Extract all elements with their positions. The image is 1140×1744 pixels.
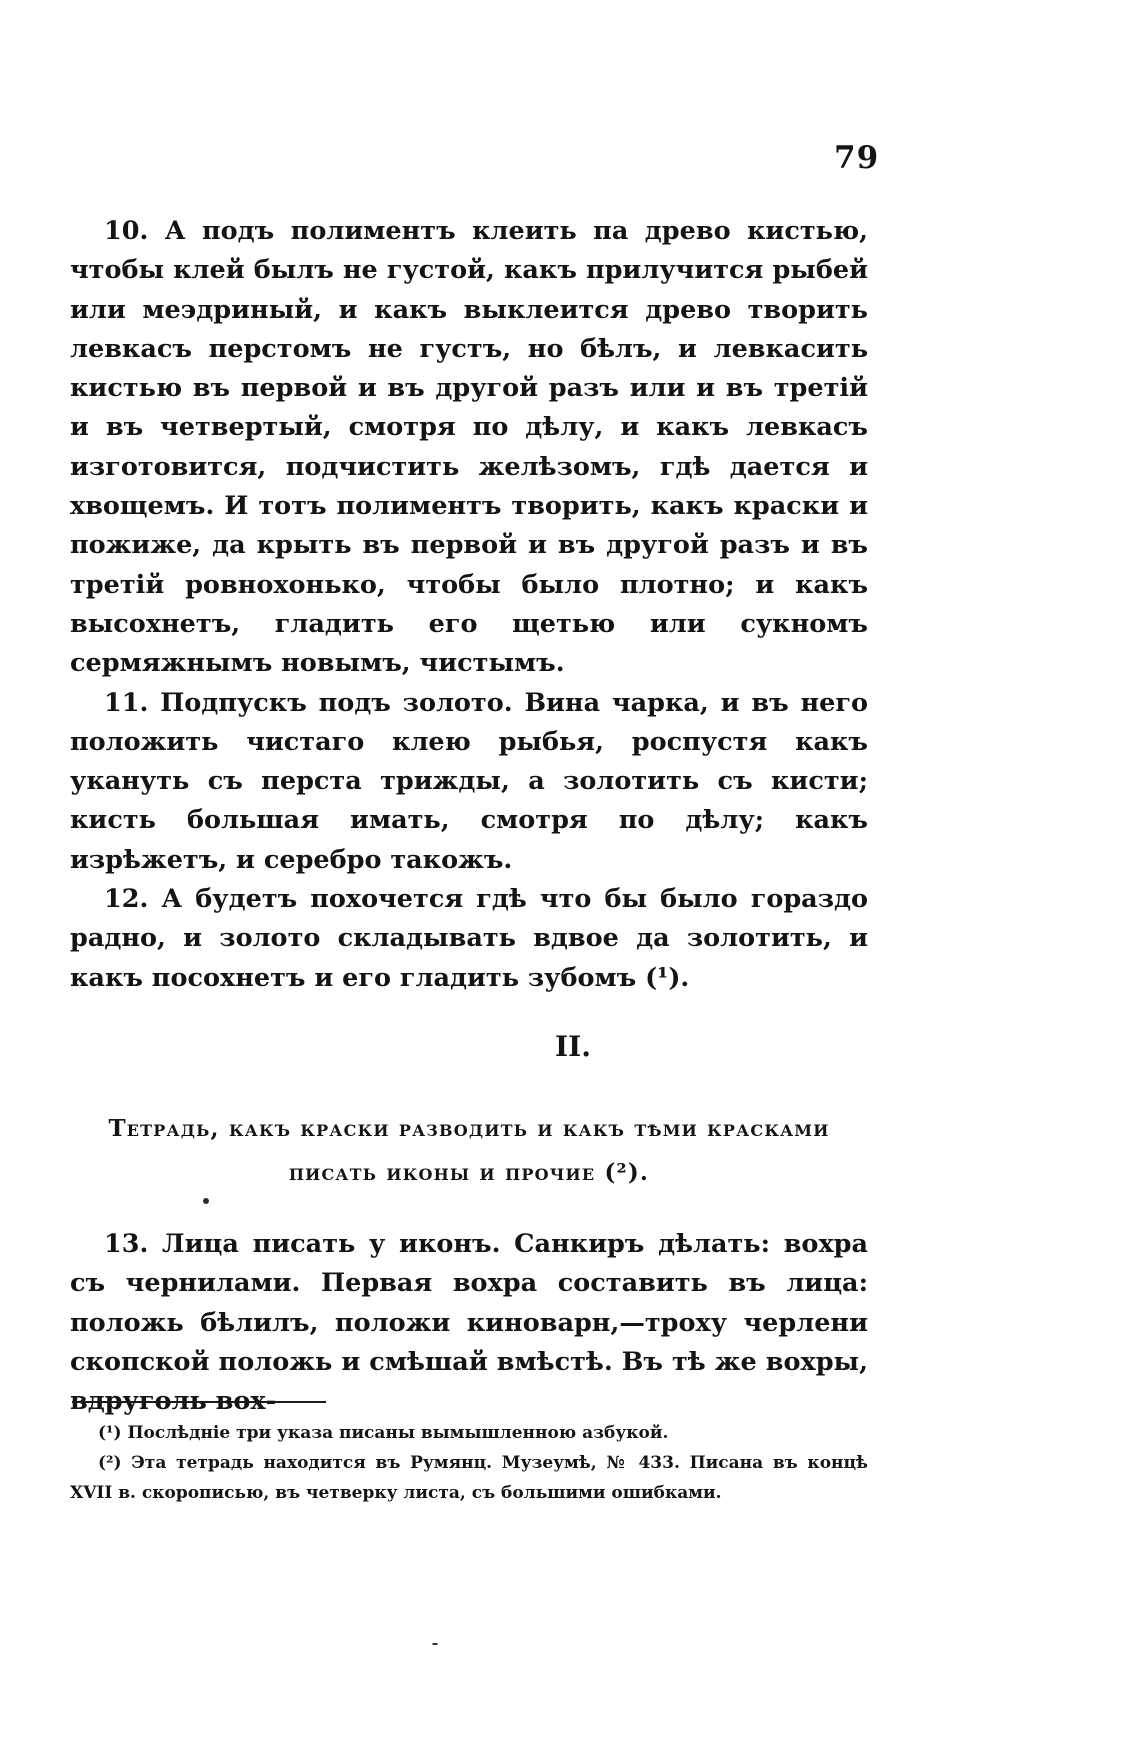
main-text-top xyxy=(70,212,868,998)
section-heading-line-2: писать иконы и прочие (²). xyxy=(288,1159,650,1186)
footnotes xyxy=(70,1418,868,1508)
paragraph-10: 10. А подъ полиментъ клеить па древо кистью, чтобы клей былъ не густой, какъ прилучится рыбей или меэдриный, и какъ выклеится древо творить левкасъ перстомъ не густъ, но бѣлъ, и левкасить кистью въ первой и въ другой разъ или и въ третій и въ четвертый, смотря по дѣлу, и какъ левкасъ изготовится, подчистить желѣзомъ, гдѣ дается и хвощемъ. И тотъ полиментъ творить, какъ краски и пожиже, да крыть въ первой и въ другой разъ и въ третій ровнохонько, чтобы было плотно; и какъ высохнетъ, гладить его щетью или сукномъ сермяжнымъ новымъ, чистымъ. xyxy=(70,216,868,679)
ink-speck xyxy=(203,1198,209,1204)
paragraph-12: 12. А будетъ похочется гдѣ что бы было гораздо радно, и золото складывать вдвое да золотить, и какъ посохнетъ и его гладить зубомъ (¹). xyxy=(70,884,868,993)
footnote-2: (²) Эта тетрадь находится въ Румянц. Музеумѣ, № 433. Писана въ концѣ XVII в. скорописью, въ четверку листа, съ большими ошибками. xyxy=(70,1453,868,1503)
footnote-1: (¹) Послѣдніе три указа писаны вымышленною азбукой. xyxy=(98,1423,669,1443)
page-number: 79 xyxy=(834,140,880,176)
paragraph-11: 11. Подпускъ подъ золото. Вина чарка, и въ него положить чистаго клею рыбья, роспустя какъ укануть съ перста трижды, а золотить съ кисти; кисть большая имать, смотря по дѣлу; какъ изрѣжетъ, и серебро такожъ. xyxy=(70,687,868,875)
section-heading-line-1: Тетрадь, какъ краски разводить и какъ тѣми красками xyxy=(108,1115,830,1142)
ink-speck xyxy=(432,1643,438,1645)
section-number: II. xyxy=(555,1030,591,1063)
footnote-divider xyxy=(72,1401,326,1403)
paragraph-13: 13. Лица писать у иконъ. Санкиръ дѣлать: вохра съ чернилами. Первая вохра составить въ лица: положь бѣлилъ, положи киноварн,—троху черлени скопской положь и смѣшай вмѣстѣ. Въ тѣ же вохры, вдруголь вох- xyxy=(70,1229,868,1417)
section-heading xyxy=(70,1107,868,1195)
main-text-bottom xyxy=(70,1225,868,1421)
